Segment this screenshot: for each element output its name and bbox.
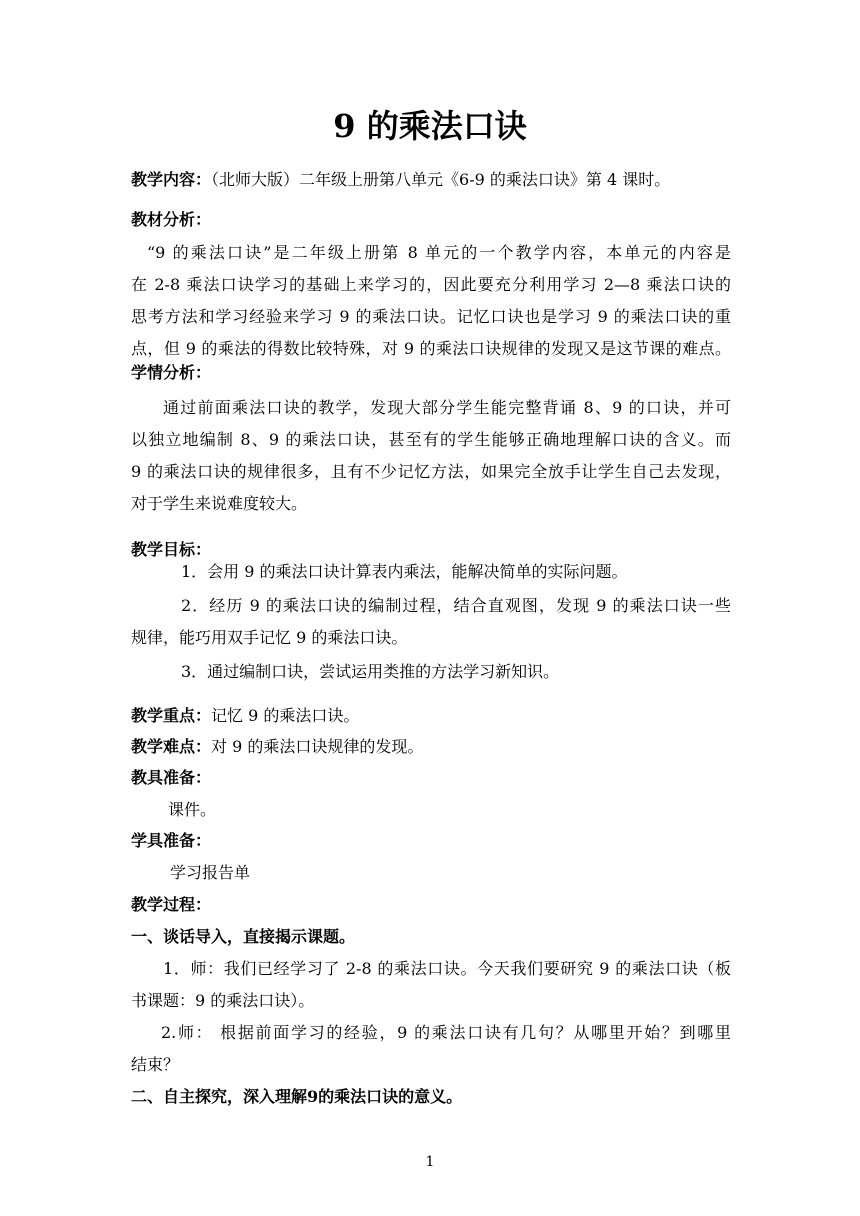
student-tools-heading: 学具准备：	[131, 831, 212, 850]
material-analysis-line: 思考方法和学习经验来学习 9 的乘法口诀。记忆口诀也是学习 9 的乘法口诀的重	[131, 307, 731, 326]
page-number: 1	[425, 1154, 435, 1170]
process-section-heading: 二、自主探究，深入理解9的乘法口诀的意义。	[131, 1087, 463, 1106]
teaching-goal-item: 1．会用 9 的乘法口诀计算表内乘法，能解决简单的实际问题。	[181, 562, 628, 581]
teaching-goal-item: 3．通过编制口诀，尝试运用类推的方法学习新知识。	[181, 662, 560, 681]
teaching-process-heading: 教学过程：	[131, 895, 212, 914]
material-analysis-heading: 教材分析：	[131, 210, 212, 229]
difficulty-line	[131, 735, 731, 759]
teacher-tools-text: 课件。	[168, 800, 217, 819]
process-step-line: 1．师：我们已经学习了 2-8 的乘法口诀。今天我们要研究 9 的乘法口诀（板	[163, 959, 731, 978]
teaching-content-text: （北师大版）二年级上册第八单元《6-9 的乘法口诀》第 4 课时。	[211, 170, 671, 189]
process-step-line: 书课题：9 的乘法口诀）。	[131, 991, 315, 1010]
material-analysis-line: 在 2-8 乘法口诀学习的基础上来学习的，因此要充分利用学习 2—8 乘法口诀的	[131, 275, 731, 294]
student-analysis-line: 9 的乘法口诀的规律很多，且有不少记忆方法，如果完全放手让学生自己去发现，	[131, 462, 731, 481]
key-point-text: 记忆 9 的乘法口诀。	[211, 706, 360, 725]
key-point-label: 教学重点：	[131, 706, 212, 725]
difficulty-label: 教学难点：	[131, 737, 212, 756]
difficulty-text: 对 9 的乘法口诀规律的发现。	[211, 737, 424, 756]
key-point-line	[131, 704, 731, 728]
student-analysis-line: 对于学生来说难度较大。	[131, 494, 308, 513]
teaching-goal-item: 2．经历 9 的乘法口诀的编制过程，结合直观图，发现 9 的乘法口诀一些	[181, 596, 731, 615]
process-step-line: 结束？	[131, 1055, 180, 1074]
student-analysis-line: 通过前面乘法口诀的教学，发现大部分学生能完整背诵 8、9 的口诀，并可	[163, 398, 731, 417]
teacher-tools-heading: 教具准备：	[131, 768, 212, 787]
teaching-goal-item: 规律，能巧用双手记忆 9 的乘法口诀。	[131, 628, 408, 647]
teaching-content-line	[131, 168, 731, 192]
teaching-content-label: 教学内容：	[131, 170, 212, 189]
student-analysis-line: 以独立地编制 8、9 的乘法口诀，甚至有的学生能够正确地理解口诀的含义。而	[131, 430, 731, 449]
material-analysis-line: “9 的乘法口诀”是二年级上册第 8 单元的一个教学内容，本单元的内容是	[147, 243, 731, 262]
process-step-line: 2.师： 根据前面学习的经验，9 的乘法口诀有几句？从哪里开始？到哪里	[161, 1023, 731, 1042]
material-analysis-line: 点，但 9 的乘法的得数比较特殊，对 9 的乘法口诀规律的发现又是这节课的难点。	[131, 339, 731, 358]
page-title: 9 的乘法口诀	[333, 107, 527, 145]
student-tools-text: 学习报告单	[170, 863, 251, 882]
student-analysis-heading: 学情分析：	[131, 363, 212, 382]
teaching-goals-heading: 教学目标：	[131, 540, 212, 559]
process-section-heading: 一、谈话导入，直接揭示课题。	[131, 927, 356, 946]
